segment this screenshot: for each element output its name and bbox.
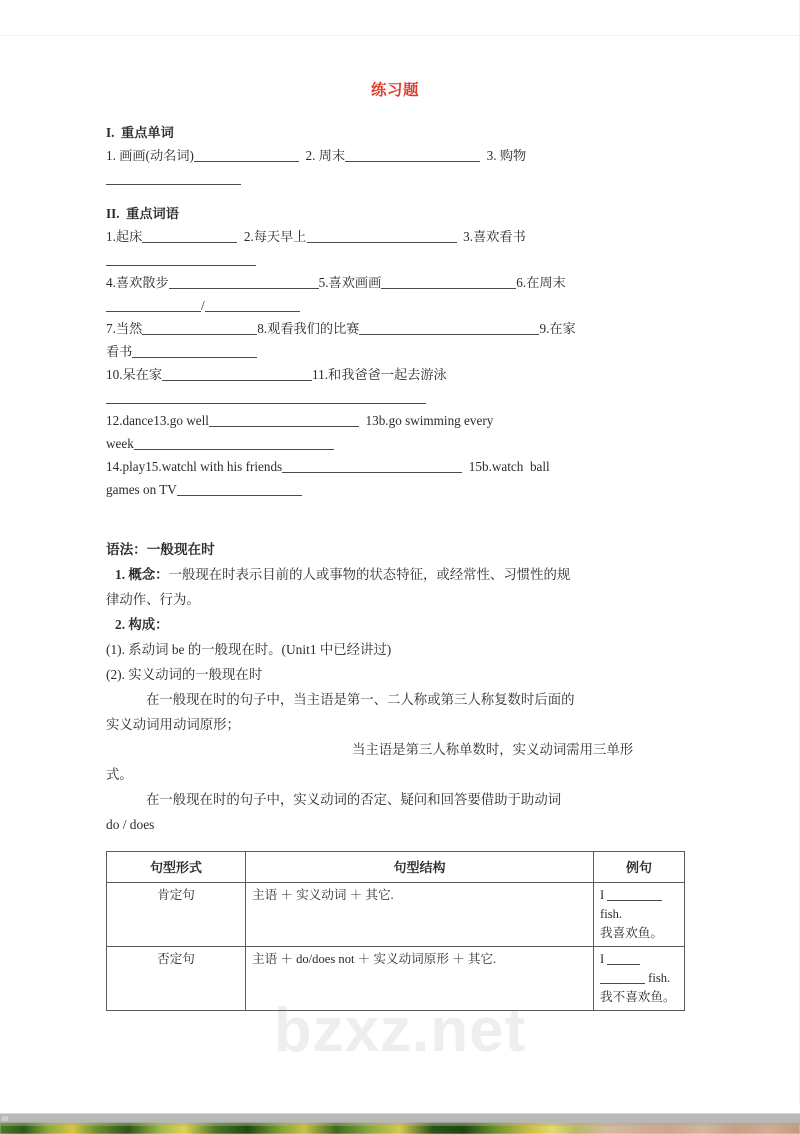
phrase-5-text: 喜欢画画: [328, 275, 382, 290]
phrase-13b-num: 13b.: [365, 413, 389, 428]
phrase-15-text: watchl with his friends: [161, 459, 283, 474]
phrase-line-10: [106, 432, 684, 455]
table-header-type: 句型形式: [107, 852, 246, 883]
phrase-line-12: [106, 478, 684, 501]
section-i-label: 重点单词: [121, 125, 174, 140]
grammar-para-3-line-1: 在一般现在时的句子中，实义动词的否定、疑问和回答要借助于助动词: [146, 792, 562, 807]
row-1-example-post: fish.: [600, 907, 623, 921]
section-ii-label: 重点词语: [126, 206, 179, 221]
row-2-blank-b[interactable]: [600, 971, 645, 984]
grammar-point-1-line1: 一般现在时表示目前的人或事物的状态特征，或经常性、习惯性的规: [168, 567, 571, 582]
phrase-15b-text-tail: games on TV: [106, 482, 177, 497]
scrollbar-thumb[interactable]: [2, 1116, 8, 1121]
blank-phrase-6b[interactable]: [205, 298, 300, 312]
grammar-point-1-cont: 律动作、行为。: [106, 592, 200, 607]
grammar-title: 语法：一般现在时: [106, 542, 215, 557]
blank-phrase-1[interactable]: [142, 229, 237, 243]
phrase-line-5: [106, 317, 684, 340]
phrase-1-text: 起床: [115, 229, 143, 244]
grammar-point-1-label: 1. 概念：: [115, 567, 169, 582]
grammar-point-1: [106, 562, 684, 587]
phrase-5-num: 5.: [318, 275, 329, 290]
section-ii-numeral: II.: [106, 206, 120, 221]
phrase-11-num: 11.: [312, 367, 329, 382]
phrase-9-text-tail: 看书: [106, 344, 133, 359]
row-1-blank[interactable]: [607, 888, 662, 901]
row-1-example: [594, 883, 685, 947]
blank-phrase-15b[interactable]: [177, 482, 302, 496]
phrase-3-num: 3.: [463, 229, 473, 244]
blank-phrase-10[interactable]: [162, 367, 312, 381]
phrase-10-num: 10.: [106, 367, 123, 382]
phrase-7-num: 7.: [106, 321, 116, 336]
blank-phrase-9[interactable]: [132, 344, 257, 358]
table-header-row: [107, 852, 685, 883]
phrase-line-11: [106, 455, 684, 478]
blank-phrase-11[interactable]: [106, 390, 426, 404]
phrase-15b-num: 15b.: [468, 459, 492, 474]
phrase-line-7: [106, 363, 684, 386]
phrase-10-text: 呆在家: [122, 367, 163, 382]
phrase-2-text: 每天早上: [253, 229, 307, 244]
grammar-para-2-line-1: 当主语是第三人称单数时，实义动词需用三单形: [352, 742, 634, 757]
grammar-para-1-line-1: 在一般现在时的句子中，当主语是第一、二人称或第三人称复数时后面的: [146, 692, 575, 707]
row-2-example-pre: I: [600, 952, 605, 966]
phrase-1-num: 1.: [106, 229, 116, 244]
phrase-4-text: 喜欢散步: [115, 275, 169, 290]
word-3-num: 3.: [486, 148, 497, 163]
document-content: [106, 0, 684, 1011]
blank-word-1[interactable]: [194, 148, 299, 162]
blank-phrase-13b[interactable]: [134, 436, 334, 450]
grammar-point-2-label: 2. 构成：: [115, 617, 169, 632]
phrase-4-num: 4.: [106, 275, 116, 290]
sentence-pattern-table: [106, 851, 685, 1011]
phrase-line-4: /: [106, 294, 684, 317]
phrase-9-text-head: 在家: [549, 321, 576, 336]
phrase-13b-text-tail: week: [106, 436, 134, 451]
row-2-example-cn: 我不喜欢鱼。: [600, 990, 676, 1004]
words-line-1: [106, 144, 684, 167]
table-header-example: 例句: [594, 852, 685, 883]
phrase-8-num: 8.: [257, 321, 268, 336]
grammar-para-1-line-2: 实义动词用动词原形；: [106, 717, 240, 732]
word-3-text: 购物: [499, 148, 527, 163]
words-line-2: [106, 167, 684, 190]
watermark-bzxz: bzxz.net: [273, 996, 527, 1065]
blank-phrase-3[interactable]: [106, 252, 256, 266]
blank-phrase-4[interactable]: [169, 275, 319, 289]
phrase-2-num: 2.: [243, 229, 254, 244]
blank-phrase-7[interactable]: [142, 321, 257, 335]
page-title: 练习题: [370, 82, 419, 99]
word-1-num: 1.: [106, 148, 116, 163]
word-2-text: 周末: [318, 148, 346, 163]
phrase-9-num: 9.: [539, 321, 550, 336]
row-2-example-post: fish.: [648, 971, 671, 985]
phrase-line-9: [106, 409, 684, 432]
blank-phrase-5[interactable]: [381, 275, 516, 289]
phrase-12-num: 12.: [106, 413, 123, 428]
grammar-sub-1: (1). 系动词 be 的一般现在时。(Unit1 中已经讲过): [106, 642, 392, 657]
phrase-8-text: 观看我们的比赛: [267, 321, 360, 336]
phrase-6-text: 在周末: [526, 275, 566, 290]
row-2-blank-a[interactable]: [607, 952, 640, 965]
phrase-15b-text-head: watch ball: [491, 459, 550, 474]
blank-phrase-6a[interactable]: [106, 298, 201, 312]
row-2-type: 否定句: [107, 947, 246, 1011]
grammar-point-2: [106, 612, 684, 637]
blank-phrase-2[interactable]: [307, 229, 457, 243]
phrase-13b-text-head: go swimming every: [388, 413, 494, 428]
grammar-para-2-line-2: 式。: [106, 767, 133, 782]
blank-word-2[interactable]: [345, 148, 480, 162]
blank-phrase-15[interactable]: [282, 459, 462, 473]
blank-phrase-13[interactable]: [209, 413, 359, 427]
grammar-sub-2: (2). 实义动词的一般现在时: [106, 667, 263, 682]
phrase-14-text: play: [122, 459, 146, 474]
phrase-7-text: 当然: [115, 321, 143, 336]
grammar-para-3-line-2: do / does: [106, 817, 155, 832]
blank-word-3[interactable]: [106, 171, 241, 185]
phrase-15-num: 15.: [145, 459, 162, 474]
section-i-numeral: I.: [106, 125, 115, 140]
word-1-text: 画画(动名词): [119, 148, 194, 163]
row-1-structure: 主语 ＋ 实义动词 ＋ 其它.: [246, 883, 594, 947]
phrase-3-text: 喜欢看书: [472, 229, 526, 244]
row-1-example-cn: 我喜欢鱼。: [600, 926, 663, 940]
phrase-11-text: 和我爸爸一起去游泳: [328, 367, 447, 382]
phrase-6-num: 6.: [516, 275, 527, 290]
row-1-type: 肯定句: [107, 883, 246, 947]
table-row: [107, 883, 685, 947]
next-page-image-blur-overlay: [0, 1123, 800, 1126]
row-2-example: [594, 947, 685, 1011]
phrase-line-1: [106, 225, 684, 248]
phrase-12-text: dance: [122, 413, 154, 428]
word-2-num: 2.: [305, 148, 316, 163]
phrase-14-num: 14.: [106, 459, 123, 474]
table-header-structure: 句型结构: [246, 852, 594, 883]
blank-phrase-8[interactable]: [359, 321, 539, 335]
phrase-line-8: [106, 386, 684, 409]
phrase-line-6: [106, 340, 684, 363]
section-heading-phrases: [106, 203, 684, 225]
row-2-structure: 主语 ＋ do/does not ＋ 实义动词原形 ＋ 其它.: [246, 947, 594, 1011]
grammar-section: [106, 537, 684, 837]
phrase-line-3: [106, 271, 684, 294]
section-heading-words: [106, 122, 684, 144]
phrase-13-text: go well: [169, 413, 209, 428]
table-row: [107, 947, 685, 1011]
phrase-13-num: 13.: [153, 413, 170, 428]
row-1-example-pre: I: [600, 888, 605, 902]
phrase-line-2: [106, 248, 684, 271]
